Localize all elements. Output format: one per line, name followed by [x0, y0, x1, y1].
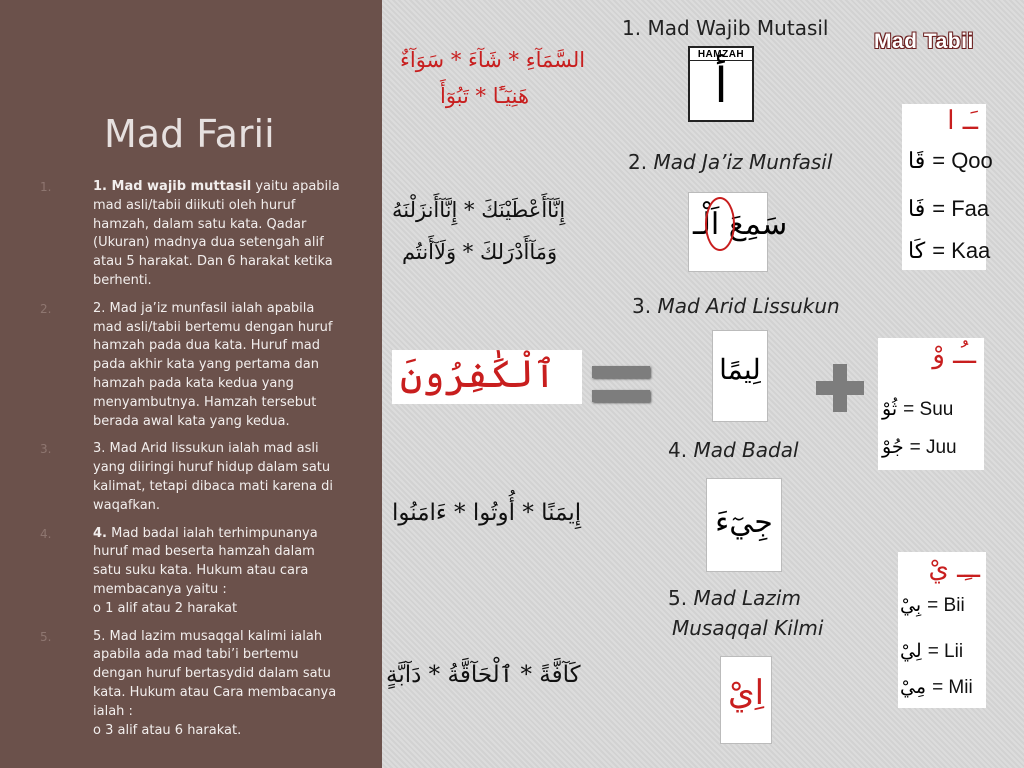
list-item: [40, 178, 340, 291]
latin-reading: = Faa: [932, 196, 990, 221]
list-number: 2.: [40, 301, 52, 316]
arabic-syllable: جُوْ: [882, 436, 904, 458]
heading-text: Mad Badal: [693, 438, 799, 462]
arabic-syllable: بِيْ: [900, 594, 922, 616]
heading-number: 2.: [628, 150, 654, 174]
latin-reading: = Juu: [909, 437, 957, 458]
tabii-mark: ــُـ وْ: [932, 340, 976, 370]
arid-sample-box: [712, 330, 768, 422]
page-title: Mad Farii: [104, 112, 275, 156]
tabii-row: [882, 398, 953, 421]
list-number: 1.: [40, 180, 52, 194]
arabic-syllable: لِيْ: [900, 640, 922, 662]
arid-word-box: [392, 350, 582, 404]
list-item: [40, 440, 340, 515]
example-lazim-line: كَآفَّةً * ٱلْحَآقَّةُ * دَآبَّةٍ: [386, 662, 581, 688]
heading-mad-jaiz: [628, 150, 832, 174]
list-number: 4.: [40, 526, 52, 541]
list-number: 3.: [40, 442, 52, 457]
arabic-syllable: قَا: [908, 149, 926, 174]
list-item: [40, 525, 340, 619]
highlight-circle-icon: [705, 197, 735, 251]
heading-number: 5.: [668, 586, 694, 610]
example-jaiz-line1: إِنَّآأَعْطَيْنَكَ * إِنَّآأَنزَلْنَهُ: [392, 198, 566, 222]
tabii-row: [908, 238, 990, 264]
hamzah-label: HAMZAH: [697, 49, 745, 60]
arabic-syllable: مِيْ: [900, 676, 927, 698]
jaiz-sample-text: سَمِعَ اَلْـ: [693, 207, 788, 242]
tabii-row: [882, 436, 957, 459]
example-wajib-line1: السَّمَآءِ * شَآءَ * سَوَآءٌ: [400, 48, 586, 72]
list-term: 1. Mad wajib muttasil: [93, 179, 252, 194]
arabic-syllable: ثُوْ: [882, 398, 898, 420]
tabii-row: [908, 148, 993, 174]
tabii-mark: ـَـ ا: [947, 106, 978, 136]
example-wajib-line2: هَنِيٓـًٔا * تَبُوٓأَ: [440, 84, 530, 108]
list-number: 5.: [40, 629, 52, 644]
tabii-row: [900, 676, 973, 699]
list-item: [40, 628, 340, 741]
list-text: 3. Mad Arid lissukun ialah mad asli yang diiringi huruf hidup dalam satu kalimat, tetapi dibaca mati karena di waqafkan.: [93, 441, 333, 513]
jaiz-sample-box: [688, 192, 788, 272]
lazim-sample-text: اِيْ: [727, 673, 765, 713]
hamzah-letter: أ: [714, 58, 728, 114]
arabic-syllable: فَا: [908, 197, 926, 222]
heading-mad-badal: [668, 438, 799, 462]
list-text: 5. Mad lazim musaqqal kalimi ialah apabila ada mad tabi’i bertemu dengan huruf bertasydid dalam satu kata. Hukum atau Cara membacanya ialah : o 3 alif atau 6 harakat.: [93, 628, 337, 738]
heading-text: Mad Arid Lissukun: [657, 294, 840, 318]
list-item: [40, 300, 340, 432]
arabic-syllable: كَا: [908, 239, 926, 264]
heading-text: Musaqqal Kilmi: [672, 616, 824, 640]
tabii-row: [908, 196, 989, 222]
heading-mad-wajib: 1. Mad Wajib Mutasil: [622, 16, 829, 40]
tabii-row: [900, 640, 963, 663]
heading-mad-lazim: [668, 586, 801, 610]
plus-icon: [816, 364, 864, 412]
mad-tabii-label: Mad Tabii: [874, 30, 974, 53]
lazim-sample-box: [720, 656, 772, 744]
list-term: 4.: [93, 525, 107, 541]
latin-reading: = Kaa: [932, 238, 991, 263]
latin-reading: = Suu: [903, 399, 954, 420]
badal-sample-text: جِيٓءَ: [715, 505, 773, 540]
tabii-waw-box: [878, 338, 984, 470]
heading-number: 3.: [632, 294, 658, 318]
arid-word: ٱلْكَٰفِرُونَ: [400, 352, 556, 396]
list-text: yaitu apabila mad asli/tabii diikuti oleh huruf hamzah, dalam satu kata. Qadar (Ukuran) madnya dua setengah alif atau 5 harakat. Dan 6 harakat ketika berhenti.: [93, 179, 340, 288]
example-jaiz-line2: وَمَآأَدْرَلكَ * وَلَآأَنتُم: [402, 240, 558, 264]
tabii-alif-box: [902, 104, 993, 270]
equals-icon: [592, 364, 650, 404]
list-text: Mad badal ialah terhimpunanya huruf mad beserta hamzah dalam satu suku kata. Hukum atau cara membacanya yaitu : o 1 alif atau 2 harakat: [93, 525, 318, 616]
arid-sample-text: لِيمًا: [719, 353, 761, 386]
heading-number: 4.: [668, 438, 694, 462]
heading-mad-lazim-line2: [672, 616, 823, 640]
tabii-mark: ــِـ يْ: [928, 554, 980, 584]
latin-reading: = Mii: [932, 677, 973, 698]
badal-sample-box: [706, 478, 782, 572]
heading-text: Mad Ja’iz Munfasil: [653, 150, 833, 174]
tabii-row: [900, 594, 965, 617]
latin-reading: = Lii: [927, 641, 964, 662]
heading-text: Mad Lazim: [693, 586, 801, 610]
rules-list: [40, 178, 340, 749]
latin-reading: = Bii: [927, 595, 965, 616]
list-text: 2. Mad ja’iz munfasil ialah apabila mad asli/tabii bertemu dengan huruf hamzah pada dua kata. Huruf mad pada akhir kata yang pertama dan hamzah pada kata kedua yang menyambutnya. Hamzah tersebut berada awal kata yang kedua.: [93, 300, 333, 429]
left-panel: [0, 0, 382, 768]
example-badal-line: إِيمَنًا * أُوتُوا * ءَامَنُوا: [392, 500, 582, 526]
hamzah-box: [688, 46, 754, 122]
latin-reading: = Qoo: [932, 148, 993, 173]
heading-mad-arid: [632, 294, 840, 318]
tabii-ya-box: [898, 552, 986, 708]
